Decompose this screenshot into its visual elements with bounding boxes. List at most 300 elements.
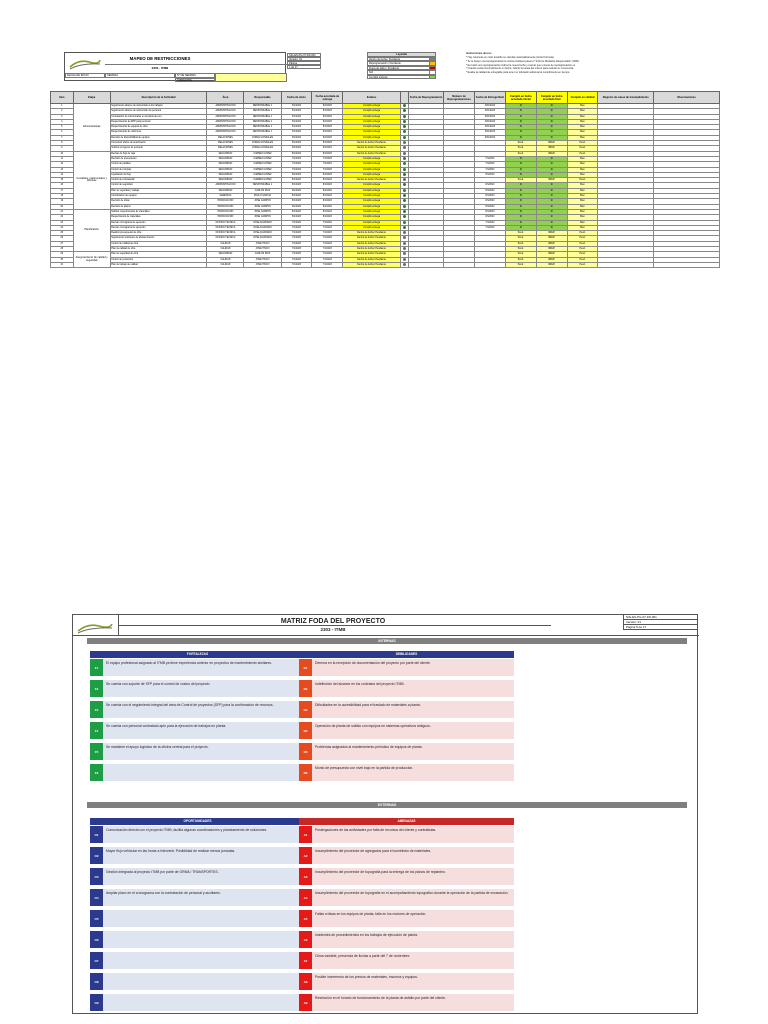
status-dot-icon (403, 199, 406, 202)
cell-description: Comunicar oficios de autorización (110, 141, 207, 146)
cell-due-date: 8/1/2023 (312, 114, 343, 119)
cell-real-date: 8/1/2023 (474, 199, 505, 204)
cell-on-time-initial: SI (505, 156, 536, 161)
foda-item-code: F4 (90, 722, 103, 739)
cell-item: 8 (51, 141, 74, 146)
cell-status: Cumplió entrega (343, 125, 401, 130)
cell-item: 5 (51, 125, 74, 130)
cell-quality: Bien (567, 188, 598, 193)
cell-on-time-final: #REF! (536, 241, 567, 246)
cell-start-date: 8/1/2023 (281, 183, 312, 188)
cell-due-date: 8/1/2023 (312, 183, 343, 188)
foda-item (90, 910, 305, 927)
cell-responsable: JOSE TINCO (244, 247, 281, 252)
column-header: Número de Reprogramaciones (444, 92, 475, 104)
legend-swatch (429, 76, 435, 78)
cell-status: Cumplió entrega (343, 104, 401, 109)
column-header (400, 92, 408, 104)
cell-on-time-final: SI (536, 188, 567, 193)
mapeo-header (64, 52, 316, 82)
cell-due-date: 8/1/2023 (312, 104, 343, 109)
cell-real-date: 7/1/2023 (474, 225, 505, 230)
cell-start-date: 8/1/2023 (281, 151, 312, 156)
cell-responsable: JORGE GONZALES (244, 141, 281, 146)
cell-on-time-final: #REF! (536, 262, 567, 267)
cell-item: 23 (51, 220, 74, 225)
cell-status: Cumplió entrega (343, 130, 401, 135)
foda-item-text: Demora en la recepción de documentación del proyecto por parte del cliente. (315, 661, 431, 665)
cell-start-date: 5/1/2023 (281, 125, 312, 130)
cell-due-date: 8/1/2023 (312, 215, 343, 220)
foda-item (90, 931, 305, 948)
cell-start-date: 8/1/2023 (281, 204, 312, 209)
cell-on-time-final: #REF! (536, 146, 567, 151)
instruction-line: * Evalúe la calidad de entregable para tener un indicador adicional al cumplimiento en tiempo. (466, 71, 570, 75)
cell-indicator (400, 262, 408, 267)
cell-due-date: 8/1/2023 (312, 151, 343, 156)
cell-due-date: 7/1/2023 (312, 167, 343, 172)
cell-real-date: 7/1/2023 (474, 156, 505, 161)
cell-real-date (474, 262, 505, 267)
foda-item-text: El equipo profesional asignado al ITMB ya tiene experiencia anterior en proyectos de mantenimiento similares. (106, 661, 273, 665)
cell-quality: Pend. (567, 247, 598, 252)
cell-description: Seguimiento alcance de subcontrato a los trabajos (110, 104, 207, 109)
status-dot-icon (403, 157, 406, 160)
cell-real-date: 7/1/2023 (474, 162, 505, 167)
instruction-line: * Si se hacen una reprogramación la misma recibiera pasar el "Informe Mediante Responsable" (IMM) (466, 59, 579, 63)
cell-on-time-initial: SI (505, 167, 536, 172)
cell-responsable: JORGE GONZALES (244, 135, 281, 140)
foda-item (299, 931, 514, 948)
cell-item: 28 (51, 247, 74, 252)
cell-description: Requerimiento de materiales (110, 215, 207, 220)
cell-start-date: 5/1/2023 (281, 119, 312, 124)
status-dot-icon (403, 242, 406, 245)
cell-due-date: 8/1/2023 (312, 125, 343, 130)
mapeo-table (50, 91, 720, 268)
cell-responsable: JOSE ALVARADO (244, 220, 281, 225)
cell-item: 29 (51, 252, 74, 257)
foda-item (90, 680, 305, 697)
cell-area: PRODUCCION (207, 204, 244, 209)
status-dot-icon (403, 231, 406, 234)
mapeo-page-label: Página (287, 61, 321, 65)
cell-on-time-final: #REF! (536, 231, 567, 236)
cell-on-time-final: #REF! (536, 178, 567, 183)
foda-item (90, 743, 305, 760)
cell-due-date: 8/1/2023 (312, 141, 343, 146)
cell-start-date: 7/1/2023 (281, 231, 312, 236)
foda-item-code: A1 (299, 826, 312, 843)
cell-real-date: 30/1/2023 (474, 130, 505, 135)
cell-real-date: 7/1/2023 (474, 220, 505, 225)
foda-item-text: Monto de presupuesto con nivel bajo en la partida de producción. (315, 766, 414, 770)
cell-on-time-initial: SI (505, 199, 536, 204)
foda-subtitle: 2303 - ITMB (320, 627, 346, 632)
cell-on-time-initial: SI (505, 172, 536, 177)
cell-on-time-initial: SI (505, 119, 536, 124)
cell-quality: Bien (567, 220, 598, 225)
cell-item: 3 (51, 114, 74, 119)
cell-quality: Bien (567, 204, 598, 209)
cell-due-date: 7/1/2023 (312, 257, 343, 262)
cell-on-time-initial: SI (505, 125, 536, 130)
foda-item-text: Fallas críticas en los equipos de planta, falla en los motores de operación. (315, 912, 427, 916)
status-dot-icon (403, 205, 406, 208)
cell-on-time-final: SI (536, 119, 567, 124)
cell-real-date: 30/1/2023 (474, 135, 505, 140)
cell-status: Cumplió entrega (343, 194, 401, 199)
band-internas: INTERNAS (87, 638, 687, 644)
column-header: Etapa (73, 92, 110, 104)
mapeo-title: MAPEO DE RESTRICCIONES (129, 56, 191, 61)
foda-item (299, 868, 514, 885)
foda-item (299, 994, 514, 1011)
instruction-line: * Cuando exista incumplimiento en fecha, indicar la causa del mismo para evaluar su recurrencia. (466, 67, 574, 71)
status-dot-icon (403, 141, 406, 144)
cell-quality: Bien (567, 162, 598, 167)
cell-description: Revisión de presupuesto (110, 156, 207, 161)
cell-on-time-final: SI (536, 220, 567, 225)
cell-on-time-initial: Pend. (505, 252, 536, 257)
cell-on-time-final: SI (536, 135, 567, 140)
foda-item-code: D6 (299, 764, 312, 781)
instruction-line: * Hay columnas en color amarillo se calculan automáticamente (incluir formula). (466, 56, 555, 59)
cell-start-date: 7/1/2023 (281, 156, 312, 161)
cell-quality: Bien (567, 194, 598, 199)
label-semana: SEMANA (105, 73, 175, 78)
cell-start-date: 8/1/2023 (281, 199, 312, 204)
cell-due-date: 7/1/2023 (312, 247, 343, 252)
status-dot-icon (403, 226, 406, 229)
cell-on-time-initial: SI (505, 183, 536, 188)
status-dot-icon (403, 183, 406, 186)
cell-item: 2 (51, 109, 74, 114)
cell-start-date: 8/1/2023 (281, 178, 312, 183)
status-dot-icon (403, 236, 406, 239)
cell-status: Cumplió entrega (343, 215, 401, 220)
cell-on-time-final: SI (536, 194, 567, 199)
cell-quality: Bien (567, 172, 598, 177)
cell-on-time-initial: SI (505, 114, 536, 119)
cell-real-date: 30/1/2023 (474, 119, 505, 124)
cell-start-date: 8/1/2023 (281, 172, 312, 177)
cell-description: Plan de trabajo de calidad (110, 262, 207, 267)
cell-due-date: 8/1/2023 (312, 209, 343, 214)
cell-item: 16 (51, 183, 74, 188)
status-dot-icon (403, 247, 406, 250)
head-debilidades: DEBILIDADES (299, 651, 514, 658)
foda-item (90, 659, 305, 676)
cell-etapa: Administrativas (73, 104, 110, 152)
cell-real-date: 30/1/2023 (474, 125, 505, 130)
cell-responsable: CARMEN LOPEZ (244, 167, 281, 172)
cell-etapa: Aseguramiento de calidad y seguridad (73, 252, 110, 268)
foda-item-text: Clima variable, presencia de lluvias a partir del 7 de noviembre. (315, 954, 411, 958)
cell-area: OFICINA TECNICA (207, 225, 244, 230)
cell-area: GERENCIA (207, 194, 244, 199)
cell-quality: Bien (567, 199, 598, 204)
cell-responsable: CARLOS RUIZ (244, 188, 281, 193)
foda-item-text: Incumplimiento del proveedor de topografía para la entrega de los planos de replanteo. (315, 870, 446, 874)
foda-item-code: F1 (90, 659, 103, 676)
cell-due-date: 7/1/2023 (312, 241, 343, 246)
cell-due-date: 8/1/2023 (312, 194, 343, 199)
cell-item: 10 (51, 151, 74, 156)
status-dot-icon (403, 189, 406, 192)
cell-on-time-final: SI (536, 183, 567, 188)
cell-responsable: JOSE CAMPOS (244, 199, 281, 204)
foda-item-code: A2 (299, 847, 312, 864)
cell-status: Cumplió entrega (343, 183, 401, 188)
foda-title: MATRIZ FODA DEL PROYECTO (280, 618, 386, 625)
cell-on-time-initial: SI (505, 130, 536, 135)
cell-on-time-initial: SI (505, 215, 536, 220)
cell-status: Dentro de fecha / Pendiente (343, 262, 401, 267)
cell-status: Dentro de fecha / Pendiente (343, 247, 401, 252)
cell-quality: Pend. (567, 141, 598, 146)
cell-responsable: JOSE CAMPOS (244, 204, 281, 209)
cell-area: PRODUCCION (207, 215, 244, 220)
cell-item: 22 (51, 215, 74, 220)
cell-quality: Bien (567, 215, 598, 220)
cell-due-date: 8/1/2023 (312, 146, 343, 151)
cell-item: 14 (51, 172, 74, 177)
foda-item-code: O5 (90, 910, 103, 927)
cell-description: Revisión de planos (110, 204, 207, 209)
cell-start-date: 8/1/2023 (281, 209, 312, 214)
cell-due-date: 7/1/2023 (312, 220, 343, 225)
table-header (51, 92, 720, 104)
foda-item-code: O2 (90, 847, 103, 864)
cell-description: Revisar de flujo de caja (110, 151, 207, 156)
cell-description: Revisión de obras (110, 199, 207, 204)
cell-status: Dentro de fecha / Pendiente (343, 252, 401, 257)
cell-description: Realizar presupuesto de obra (110, 231, 207, 236)
cell-responsable: JOSE CAMPOS (244, 209, 281, 214)
cell-item: 19 (51, 199, 74, 204)
cell-on-time-final: SI (536, 167, 567, 172)
column-header: Cumplió en fecha acordada inicial (505, 92, 536, 104)
cell-status: Dentro de fecha / Pendiente (343, 257, 401, 262)
cell-on-time-initial: SI (505, 109, 536, 114)
head-amenazas: AMENAZAS (299, 818, 514, 825)
cell-quality: Bien (567, 209, 598, 214)
legend-label: Reprogramación / Pendiente (369, 62, 401, 66)
cell-due-date: 8/1/2023 (312, 199, 343, 204)
cell-start-date: 7/1/2023 (281, 247, 312, 252)
cell-on-time-final: SI (536, 225, 567, 230)
status-dot-icon (403, 258, 406, 261)
cell-status: Cumplió entrega (343, 135, 401, 140)
cell-on-time-final: SI (536, 215, 567, 220)
head-fortalezas: FORTALEZAS (90, 651, 305, 658)
cell-item: 27 (51, 241, 74, 246)
cell-on-time-final: #REF! (536, 247, 567, 252)
cell-item: 26 (51, 236, 74, 241)
cell-area: CALIDAD (207, 247, 244, 252)
cell-area: RELACIONES (207, 146, 244, 151)
foda-item (90, 764, 305, 781)
column-header: Observaciones (654, 92, 720, 104)
cell-description: Revisar cronograma de ejecución (110, 225, 207, 230)
foda-item (299, 826, 514, 843)
cell-responsable: RESPONSABLE 1 (244, 125, 281, 130)
cell-item: 21 (51, 209, 74, 214)
cell-on-time-final: #REF! (536, 141, 567, 146)
cell-start-date: 7/1/2023 (281, 257, 312, 262)
foda-item-code: D4 (299, 722, 312, 739)
cell-item: 11 (51, 156, 74, 161)
foda-item (90, 994, 305, 1011)
foda-item-text: Gestión integrada al proyecto ITMB por parte de GRMA / TRANSPORTES. (106, 870, 219, 874)
cell-start-date: 8/1/2023 (281, 146, 312, 151)
status-dot-icon (403, 215, 406, 218)
legend-label: Fuera de plazo / Pendiente (369, 66, 400, 70)
cell-description: Requerimientos de EPP para personal (110, 119, 207, 124)
foda-item (299, 847, 514, 864)
cell-on-time-initial: SI (505, 225, 536, 230)
cell-area: CALIDAD (207, 241, 244, 246)
cell-item: 13 (51, 167, 74, 172)
cell-item: 30 (51, 257, 74, 262)
foda-item-text: Problemas asignados al mantenimiento periódico de equipos de planta. (315, 745, 423, 749)
legend-title: Leyenda (367, 52, 436, 57)
cell-on-time-final: SI (536, 104, 567, 109)
cell-responsable: JOSE ALVARADO (244, 225, 281, 230)
foda-item (90, 889, 305, 906)
cell-item: 9 (51, 146, 74, 151)
cell-responsable: JOSE TINCO (244, 262, 281, 267)
foda-item (90, 826, 305, 843)
band-externas: EXTERNAS (87, 802, 687, 808)
foda-item-text (103, 764, 305, 781)
foda-item-code: A8 (299, 973, 312, 990)
foda-item (90, 952, 305, 969)
cell-description: Coordinación de equipos (110, 194, 207, 199)
cell-item: 24 (51, 225, 74, 230)
foda-item-code: D3 (299, 701, 312, 718)
cell-on-time-final: SI (536, 109, 567, 114)
status-dot-icon (403, 194, 406, 197)
status-dot-icon (403, 162, 406, 165)
foda-item (299, 722, 514, 739)
cell-due-date: 8/1/2023 (312, 188, 343, 193)
cell-quality: Bien (567, 104, 598, 109)
cell-on-time-initial: Pend. (505, 262, 536, 267)
cell-item: 17 (51, 188, 74, 193)
foda-item-text: Se mantiene el apoyo logístico de la oficina central para el proyecto. (106, 745, 209, 749)
foda-item-code: O7 (90, 952, 103, 969)
legend-label: Cumplió entrega (369, 75, 388, 79)
cell-real-date: 8/1/2023 (474, 172, 505, 177)
foda-item-text (103, 910, 305, 927)
cell-real-date: 8/1/2023 (474, 194, 505, 199)
column-header: Fecha de Entrega Real (474, 92, 505, 104)
cell-start-date: 5/1/2023 (281, 114, 312, 119)
foda-item-code: O4 (90, 889, 103, 906)
column-header: Cumplió en fecha acordada final (536, 92, 567, 104)
cell-start-date: 8/1/2023 (281, 135, 312, 140)
cell-quality: Bien (567, 167, 598, 172)
cell-status: Dentro de fecha / Pendiente (343, 141, 401, 146)
foda-item-text: Postergaciones de las actividades por falta de recursos del cliente y contratistas. (315, 828, 437, 832)
cell-quality: Bien (567, 130, 598, 135)
cell-responsable: PAOLO GARCIA (244, 194, 281, 199)
cell-description: Revisar cronograma de ejecución (110, 220, 207, 225)
cell-responsable: CARMEN LOPEZ (244, 162, 281, 167)
foda-item-text: Dificultades en la accesibilidad para el traslado de materiales a planta. (315, 703, 421, 707)
cell-quality: Pend. (567, 236, 598, 241)
head-oportunidades: OPORTUNIDADES (90, 818, 305, 825)
company-logo (77, 620, 113, 634)
cell-area: ADMINISTRACION (207, 125, 244, 130)
cell-responsable: RESPONSABLE 1 (244, 130, 281, 135)
cell-status: Cumplió entrega (343, 119, 401, 124)
cell-on-time-initial: SI (505, 135, 536, 140)
foda-item-code: F3 (90, 701, 103, 718)
cell-notes (654, 262, 720, 267)
cell-area: PRODUCCION (207, 209, 244, 214)
foda-item-code: A9 (299, 994, 312, 1011)
instructions-title: Instrucciones de uso: (466, 52, 492, 55)
cell-on-time-final: SI (536, 199, 567, 204)
cell-start-date: 7/1/2023 (281, 241, 312, 246)
cell-description: Solicitar requerimientos de materiales (110, 209, 207, 214)
cell-start-date: 7/1/2023 (281, 225, 312, 230)
foda-item-text (103, 973, 305, 990)
cell-start-date: 7/1/2023 (281, 220, 312, 225)
foda-item-code: A6 (299, 931, 312, 948)
status-dot-icon (403, 104, 406, 107)
cell-on-time-initial: SI (505, 220, 536, 225)
cell-status: Cumplió entrega (343, 114, 401, 119)
status-dot-icon (403, 120, 406, 123)
cell-description: Control de compras (110, 167, 207, 172)
cell-status: Cumplió entrega (343, 188, 401, 193)
cell-responsable: RESPONSABLE 1 (244, 104, 281, 109)
cell-etapa: Contables, patrimoniales y técnicas (73, 151, 110, 209)
cell-area: ADMINISTRACION (207, 119, 244, 124)
foda-item-code: D1 (299, 659, 312, 676)
foda-item (90, 847, 305, 864)
cell-area: ADMINISTRACION (207, 109, 244, 114)
cell-area: SEGURIDAD (207, 167, 244, 172)
foda-item-text (103, 952, 305, 969)
cell-due-date: 8/1/2023 (312, 178, 343, 183)
foda-item-text: Incumplimiento del proveedor de agregados para el suministro de materiales. (315, 849, 432, 853)
cell-quality: Bien (567, 119, 598, 124)
foda-item-code: D2 (299, 680, 312, 697)
mapeo-version: Versión: 01 (287, 57, 321, 61)
column-header: Descripción de la Actividad (110, 92, 207, 104)
foda-item-code: O6 (90, 931, 103, 948)
cell-description: Plan de seguridad de obra (110, 252, 207, 257)
foda-item (299, 743, 514, 760)
cell-responsable: RESPONSABLE 1 (244, 109, 281, 114)
cell-status: Dentro de fecha / Pendiente (343, 241, 401, 246)
cell-on-time-final: SI (536, 114, 567, 119)
cell-start-date: 5/1/2023 (281, 130, 312, 135)
cell-real-date: 8/1/2023 (474, 204, 505, 209)
cell-start-date: 7/1/2023 (281, 252, 312, 257)
foda-page: Página 5 de 17 (623, 625, 697, 630)
cell-on-time-initial: Pend. (505, 257, 536, 262)
cell-real-date: 8/1/2023 (474, 215, 505, 220)
cell-due-date: 7/1/2023 (312, 225, 343, 230)
cell-quality: Pend. (567, 178, 598, 183)
cell-start-date: 7/1/2023 (281, 162, 312, 167)
